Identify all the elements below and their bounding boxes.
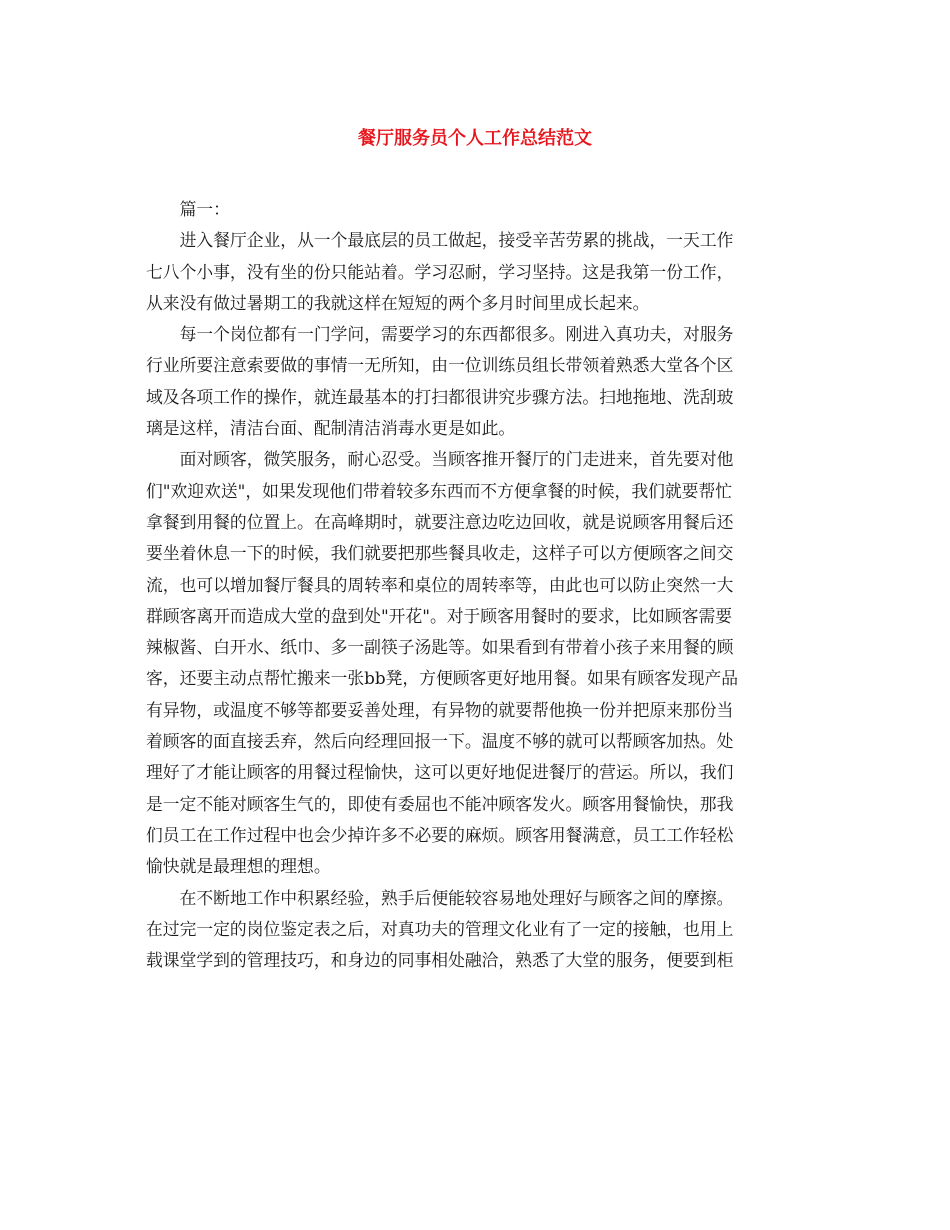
text-line: 行业所要注意索要做的事情一无所知，由一位训练员组长带领着熟悉大堂各个区 — [146, 355, 734, 376]
text-line: 璃是这样，清洁台面、配制清洁消毒水更是如此。 — [146, 418, 516, 439]
paragraph-2 — [146, 319, 806, 444]
text-line: 群顾客离开而造成大堂的盘到处"开花"。对于顾客用餐时的要求，比如顾客需要 — [146, 605, 733, 626]
text-line: 要坐着休息一下的时候，我们就要把那些餐具收走，这样子可以方便顾客之间交 — [146, 543, 734, 564]
text-line: 们"欢迎欢送"，如果发现他们带着较多东西而不方便拿餐的时候，我们就要帮忙 — [146, 480, 733, 501]
document-title: 餐厅服务员个人工作总结范文 — [358, 128, 592, 149]
text-line: 从来没有做过暑期工的我就这样在短短的两个多月时间里成长起来。 — [146, 292, 650, 313]
text-line: 载课堂学到的管理技巧，和身边的同事相处融洽，熟悉了大堂的服务，便要到柜 — [146, 950, 734, 971]
section-label — [146, 194, 806, 225]
text-line: 流，也可以增加餐厅餐具的周转率和桌位的周转率等，由此也可以防止突然一大 — [146, 574, 734, 595]
text-line: 辣椒酱、白开水、纸巾、多一副筷子汤匙等。如果看到有带着小孩子来用餐的顾 — [146, 637, 734, 658]
text-line: 着顾客的面直接丢弃，然后向经理回报一下。温度不够的就可以帮顾客加热。处 — [146, 731, 734, 752]
text-line: 是一定不能对顾客生气的，即使有委屈也不能冲顾客发火。顾客用餐愉快，那我 — [146, 793, 734, 814]
paragraph-4 — [146, 883, 806, 977]
paragraph-1 — [146, 225, 806, 319]
text-line: 有异物，或温度不够等都要妥善处理，有异物的就要帮他换一份并把原来那份当 — [146, 699, 734, 720]
text-line: 理好了才能让顾客的用餐过程愉快，这可以更好地促进餐厅的营运。所以，我们 — [146, 762, 734, 783]
text-line: 域及各项工作的操作，就连最基本的打扫都很讲究步骤方法。扫地拖地、洗刮玻 — [146, 386, 734, 407]
text-line: 篇一： — [179, 199, 230, 219]
text-line: 七八个小事，没有坐的份只能站着。学习忍耐，学习坚持。这是我第一份工作， — [146, 261, 734, 282]
text-line: 进入餐厅企业，从一个最底层的员工做起，接受辛苦劳累的挑战，一天工作 — [179, 230, 734, 251]
text-line: 们员工在工作过程中也会少掉许多不必要的麻烦。顾客用餐满意，员工工作轻松 — [146, 824, 734, 845]
text-line: 客，还要主动点帮忙搬来一张bb凳，方便顾客更好地用餐。如果有顾客发现产品 — [146, 668, 739, 689]
text-line: 在过完一定的岗位鉴定表之后，对真功夫的管理文化业有了一定的接触，也用上 — [146, 918, 734, 939]
document-body — [146, 194, 806, 976]
paragraph-3 — [146, 444, 806, 882]
text-line: 每一个岗位都有一门学问，需要学习的东西都很多。刚进入真功夫，对服务 — [179, 324, 734, 345]
text-line: 拿餐到用餐的位置上。在高峰期时，就要注意边吃边回收，就是说顾客用餐后还 — [146, 511, 734, 532]
text-line: 愉快就是最理想的理想。 — [146, 856, 331, 877]
text-line: 面对顾客，微笑服务，耐心忍受。当顾客推开餐厅的门走进来，首先要对他 — [179, 449, 734, 470]
text-line: 在不断地工作中积累经验，熟手后便能较容易地处理好与顾客之间的摩擦。 — [179, 887, 734, 908]
